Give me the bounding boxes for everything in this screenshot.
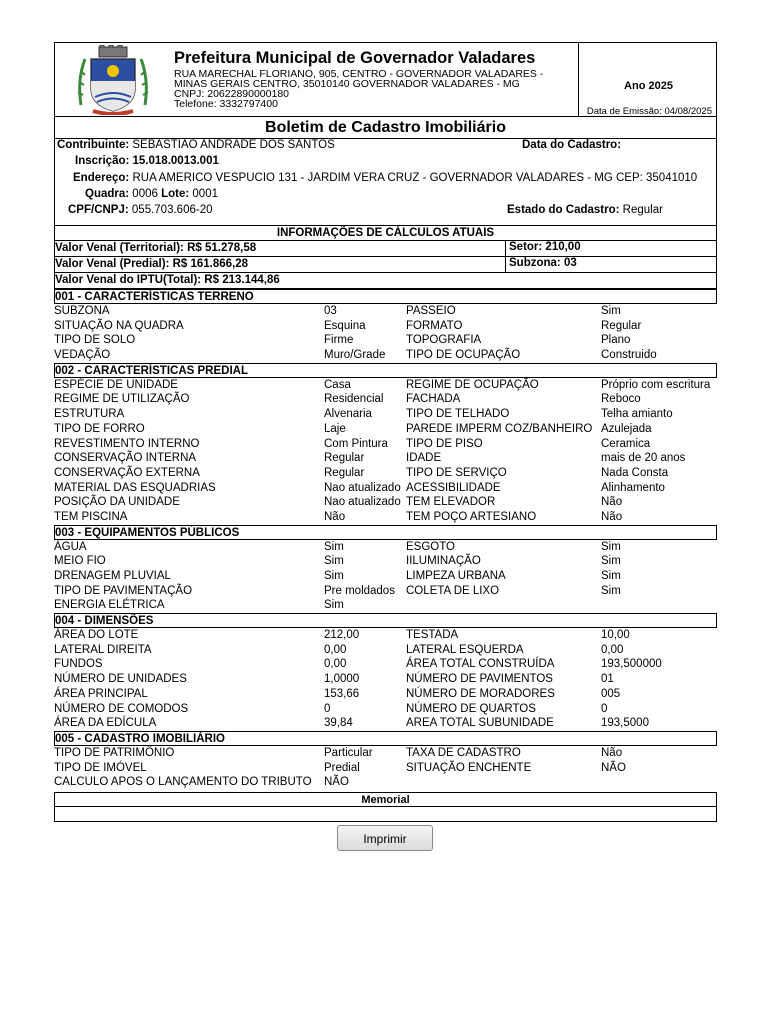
estado-label: Estado do Cadastro:	[507, 204, 620, 216]
field-row	[54, 437, 717, 452]
field-label: SUBZONA	[54, 305, 110, 317]
valor-territorial: Valor Venal (Territorial): R$ 51.278,58	[55, 242, 257, 254]
document-title: Boletim de Cadastro Imobiliário	[54, 117, 717, 139]
field-label-right: TAXA DE CADASTRO	[406, 746, 521, 759]
field-label: TIPO DE FORRO	[54, 422, 145, 435]
valor-predial-row	[54, 257, 717, 273]
section-title: 003 - EQUIPAMENTOS PÚBLICOS	[54, 525, 717, 540]
memorial-box	[54, 807, 717, 822]
inscricao-row	[75, 155, 219, 167]
valor-predial: Valor Venal (Predial): R$ 161.866,28	[55, 258, 249, 270]
field-label-right: ACESSIBILIDADE	[406, 481, 501, 494]
field-row	[54, 775, 717, 790]
city-coat-of-arms-icon	[73, 45, 153, 115]
contribuinte-row	[57, 139, 335, 151]
field-row	[54, 348, 717, 363]
contribuinte-label: Contribuinte:	[57, 139, 130, 151]
field-row	[54, 392, 717, 407]
field-label-right: TOPOGRAFIA	[406, 334, 482, 347]
field-value: 0,00	[324, 643, 347, 656]
field-row	[54, 554, 717, 569]
municipality-title: Prefeitura Municipal de Governador Valadares	[174, 49, 536, 67]
setor: Setor: 210,00	[505, 240, 581, 257]
field-value: 212,00	[324, 629, 360, 642]
field-row	[54, 304, 717, 319]
field-label: ÁREA DA EDÍCULA	[54, 717, 157, 730]
header-text	[174, 49, 574, 109]
field-row	[54, 746, 717, 761]
field-value: Com Pintura	[324, 437, 388, 450]
field-value: Casa	[324, 378, 351, 391]
field-value: Esquina	[324, 319, 366, 332]
field-label: TIPO DE IMÓVEL	[54, 761, 147, 774]
document-frame	[54, 42, 717, 822]
field-label: TIPO DE PATRIMÔNIO	[54, 746, 175, 759]
field-label: LATERAL DIREITA	[54, 643, 152, 656]
field-row	[54, 657, 717, 672]
field-label-right: TIPO DE TELHADO	[406, 408, 510, 421]
contributor-block	[54, 139, 717, 226]
inscricao-label: Inscrição:	[75, 155, 130, 167]
valor-territorial-row	[54, 241, 717, 257]
field-label: ÁREA DO LOTE	[54, 629, 139, 642]
field-value-right: NÃO	[601, 761, 626, 774]
field-row	[54, 495, 717, 510]
field-label: ÁGUA	[54, 540, 87, 553]
emission-date: Data de Emissão: 04/08/2025	[586, 106, 712, 117]
quadra-value: 0006	[132, 188, 158, 200]
field-label: TEM PISCINA	[54, 510, 128, 523]
field-value-right: Azulejada	[601, 422, 652, 435]
field-row	[54, 466, 717, 481]
field-value-right: Próprio com escritura	[601, 378, 711, 391]
field-value: Particular	[324, 746, 373, 759]
field-label: POSIÇÃO DA UNIDADE	[54, 496, 180, 509]
field-label-right: LATERAL ESQUERDA	[406, 643, 524, 656]
field-value-right: 193,500000	[601, 658, 662, 671]
field-row	[54, 584, 717, 599]
print-button[interactable]: Imprimir	[337, 825, 433, 851]
field-label-right: PASSEIO	[406, 305, 456, 317]
field-label-right: TIPO DE PISO	[406, 437, 483, 450]
field-value: Sim	[324, 599, 344, 612]
field-row	[54, 687, 717, 702]
field-label-right: NÚMERO DE QUARTOS	[406, 702, 536, 715]
field-value: Residencial	[324, 393, 384, 406]
field-value: 0	[324, 702, 331, 715]
field-value-right: Alinhamento	[601, 481, 665, 494]
lote-value: 0001	[192, 188, 218, 200]
field-value: Regular	[324, 452, 365, 465]
field-label: ENERGIA ELÉTRICA	[54, 599, 165, 612]
field-value-right: Não	[601, 746, 623, 759]
header-right-cell	[578, 43, 718, 116]
field-value-right: 005	[601, 687, 621, 700]
field-row	[54, 451, 717, 466]
section-title: 002 - CARACTERÍSTICAS PREDIAL	[54, 363, 717, 378]
field-label-right: FORMATO	[406, 319, 463, 332]
field-value: Nao atualizado	[324, 496, 401, 509]
field-value-right: Construido	[601, 349, 657, 362]
field-value: Sim	[324, 570, 344, 582]
field-value-right: Não	[601, 496, 623, 509]
cpf-row	[68, 204, 212, 216]
field-label-right: SITUAÇÃO ENCHENTE	[406, 761, 532, 774]
quadra-lote-row	[85, 188, 218, 200]
year: Ano 2025	[624, 80, 673, 92]
field-value: Muro/Grade	[324, 349, 386, 362]
field-value-right: Sim	[601, 570, 621, 582]
field-label: REVESTIMENTO INTERNO	[54, 437, 200, 450]
field-label: MATERIAL DAS ESQUADRIAS	[54, 481, 216, 494]
field-row	[54, 540, 717, 555]
cnpj: CNPJ: 20622890000180	[174, 88, 290, 100]
field-value: 0,00	[324, 658, 347, 671]
field-label-right: ÁREA TOTAL CONSTRUÍDA	[406, 658, 555, 671]
field-label: NÚMERO DE UNIDADES	[54, 673, 187, 686]
field-row	[54, 672, 717, 687]
field-label-right: TEM POÇO ARTESIANO	[406, 510, 537, 523]
field-label-right: ESGOTO	[406, 540, 455, 553]
field-value: Laje	[324, 422, 346, 435]
field-value-right: 01	[601, 673, 614, 686]
field-value-right: 0	[601, 702, 608, 715]
field-row	[54, 481, 717, 496]
calc-title: INFORMAÇÕES DE CÁLCULOS ATUAIS	[54, 226, 717, 241]
cpf-value: 055.703.606-20	[131, 204, 213, 216]
subzona: Subzona: 03	[505, 256, 577, 273]
field-label: REGIME DE UTILIZAÇÃO	[54, 393, 190, 406]
field-value-right: Plano	[601, 334, 631, 347]
field-value-right: Não	[601, 510, 623, 523]
estado-value: Regular	[622, 204, 663, 216]
field-label-right: TIPO DE OCUPAÇÃO	[406, 349, 521, 362]
field-row	[54, 702, 717, 717]
field-value-right: Telha amianto	[601, 408, 673, 421]
field-label-right: IILUMINAÇÃO	[406, 555, 481, 568]
field-label-right: FACHADA	[406, 393, 461, 406]
field-label-right: TESTADA	[406, 629, 459, 642]
memorial-title: Memorial	[54, 792, 717, 807]
data-cadastro-label: Data do Cadastro:	[522, 139, 622, 151]
field-value: Sim	[324, 540, 344, 553]
field-value: Pre moldados	[324, 584, 395, 597]
address-line-1: RUA MARECHAL FLORIANO, 905, CENTRO - GOVERNADOR VALADARES -	[174, 68, 544, 80]
field-label: ESPÉCIE DE UNIDADE	[54, 378, 178, 391]
field-label-right: TIPO DE SERVIÇO	[406, 466, 507, 479]
field-value: 153,66	[324, 687, 360, 700]
field-value: Nao atualizado	[324, 481, 401, 494]
field-label-right: COLETA DE LIXO	[406, 584, 500, 597]
field-label-right: IDADE	[406, 452, 442, 465]
lote-label: Lote:	[161, 188, 190, 200]
field-label: ESTRUTURA	[54, 408, 125, 421]
field-label-right: NÚMERO DE MORADORES	[406, 687, 555, 700]
field-label-right: AREA TOTAL SUBUNIDADE	[406, 717, 554, 730]
field-value-right: 0,00	[601, 643, 624, 656]
field-label-right: PAREDE IMPERM COZ/BANHEIRO	[406, 422, 593, 435]
field-value-right: Sim	[601, 555, 621, 568]
endereco-row	[73, 172, 697, 184]
valor-total: Valor Venal do IPTU(Total): R$ 213.144,86	[55, 274, 280, 286]
phone: Telefone: 3332797400	[174, 98, 278, 110]
field-row	[54, 407, 717, 422]
field-row	[54, 569, 717, 584]
field-value: 1,0000	[324, 673, 360, 686]
field-value-right: Reboco	[601, 393, 641, 406]
field-value-right: mais de 20 anos	[601, 452, 686, 465]
field-label: SITUAÇÃO NA QUADRA	[54, 319, 184, 332]
field-row	[54, 319, 717, 334]
field-value-right: 193,5000	[601, 717, 649, 730]
field-value: 03	[324, 305, 337, 317]
field-value-right: Sim	[601, 305, 621, 317]
field-label: TIPO DE PAVIMENTAÇÃO	[54, 584, 193, 597]
section-title: 001 - CARACTERÍSTICAS TERRENO	[54, 289, 717, 304]
address-line-2: MINAS GERAIS CENTRO, 35010140 GOVERNADOR VALADARES - MG	[174, 78, 520, 90]
field-label: CALCULO APOS O LANÇAMENTO DO TRIBUTO	[54, 776, 312, 789]
data-cadastro	[522, 139, 621, 151]
field-row	[54, 598, 717, 613]
field-label: CONSERVAÇÃO INTERNA	[54, 452, 197, 465]
field-label-right: NÚMERO DE PAVIMENTOS	[406, 673, 553, 686]
field-label: FUNDOS	[54, 658, 103, 671]
field-value: Não	[324, 510, 346, 523]
field-label: CONSERVAÇÃO EXTERNA	[54, 466, 200, 479]
field-value-right: Sim	[601, 540, 621, 553]
field-value: Firme	[324, 334, 354, 347]
field-row	[54, 628, 717, 643]
field-value-right: 10,00	[601, 629, 630, 642]
field-value-right: Sim	[601, 584, 621, 597]
field-value-right: Nada Consta	[601, 466, 669, 479]
section-title: 004 - DIMENSÕES	[54, 613, 717, 628]
field-value: Predial	[324, 761, 360, 774]
field-label-right: REGIME DE OCUPAÇÃO	[406, 378, 539, 391]
endereco-label: Endereço:	[73, 172, 130, 184]
valor-total-row	[54, 273, 717, 289]
field-row	[54, 716, 717, 731]
contribuinte-value: SEBASTIAO ANDRADE DOS SANTOS	[132, 139, 335, 151]
characteristics-sections	[54, 289, 717, 790]
field-row	[54, 378, 717, 393]
field-value: Sim	[324, 555, 344, 568]
field-value: Regular	[324, 466, 365, 479]
quadra-label: Quadra:	[85, 188, 130, 200]
field-label: DRENAGEM PLUVIAL	[54, 570, 171, 582]
cpf-label: CPF/CNPJ:	[68, 204, 129, 216]
field-row	[54, 643, 717, 658]
field-label: TIPO DE SOLO	[54, 334, 136, 347]
field-label: ÁREA PRINCIPAL	[54, 687, 148, 700]
field-value: NÃO	[324, 776, 349, 789]
field-row	[54, 422, 717, 437]
section-title: 005 - CADASTRO IMOBILIÁRIO	[54, 731, 717, 746]
field-row	[54, 510, 717, 525]
field-value-right: Ceramica	[601, 437, 651, 450]
field-label: MEIO FIO	[54, 555, 106, 568]
field-row	[54, 761, 717, 776]
field-label-right: LIMPEZA URBANA	[406, 570, 506, 582]
field-value-right: Regular	[601, 319, 642, 332]
inscricao-value: 15.018.0013.001	[132, 155, 219, 167]
field-label: NÚMERO DE COMODOS	[54, 702, 189, 715]
endereco-value: RUA AMERICO VESPUCIO 131 - JARDIM VERA CRUZ - GOVERNADOR VALADARES - MG CEP: 35041010	[132, 172, 698, 184]
field-label-right: TEM ELEVADOR	[406, 496, 496, 509]
field-label: VEDAÇÃO	[54, 349, 111, 362]
estado-row	[507, 204, 663, 216]
field-row	[54, 333, 717, 348]
header	[54, 42, 717, 117]
field-value: Alvenaria	[324, 408, 372, 421]
field-value: 39,84	[324, 717, 353, 730]
